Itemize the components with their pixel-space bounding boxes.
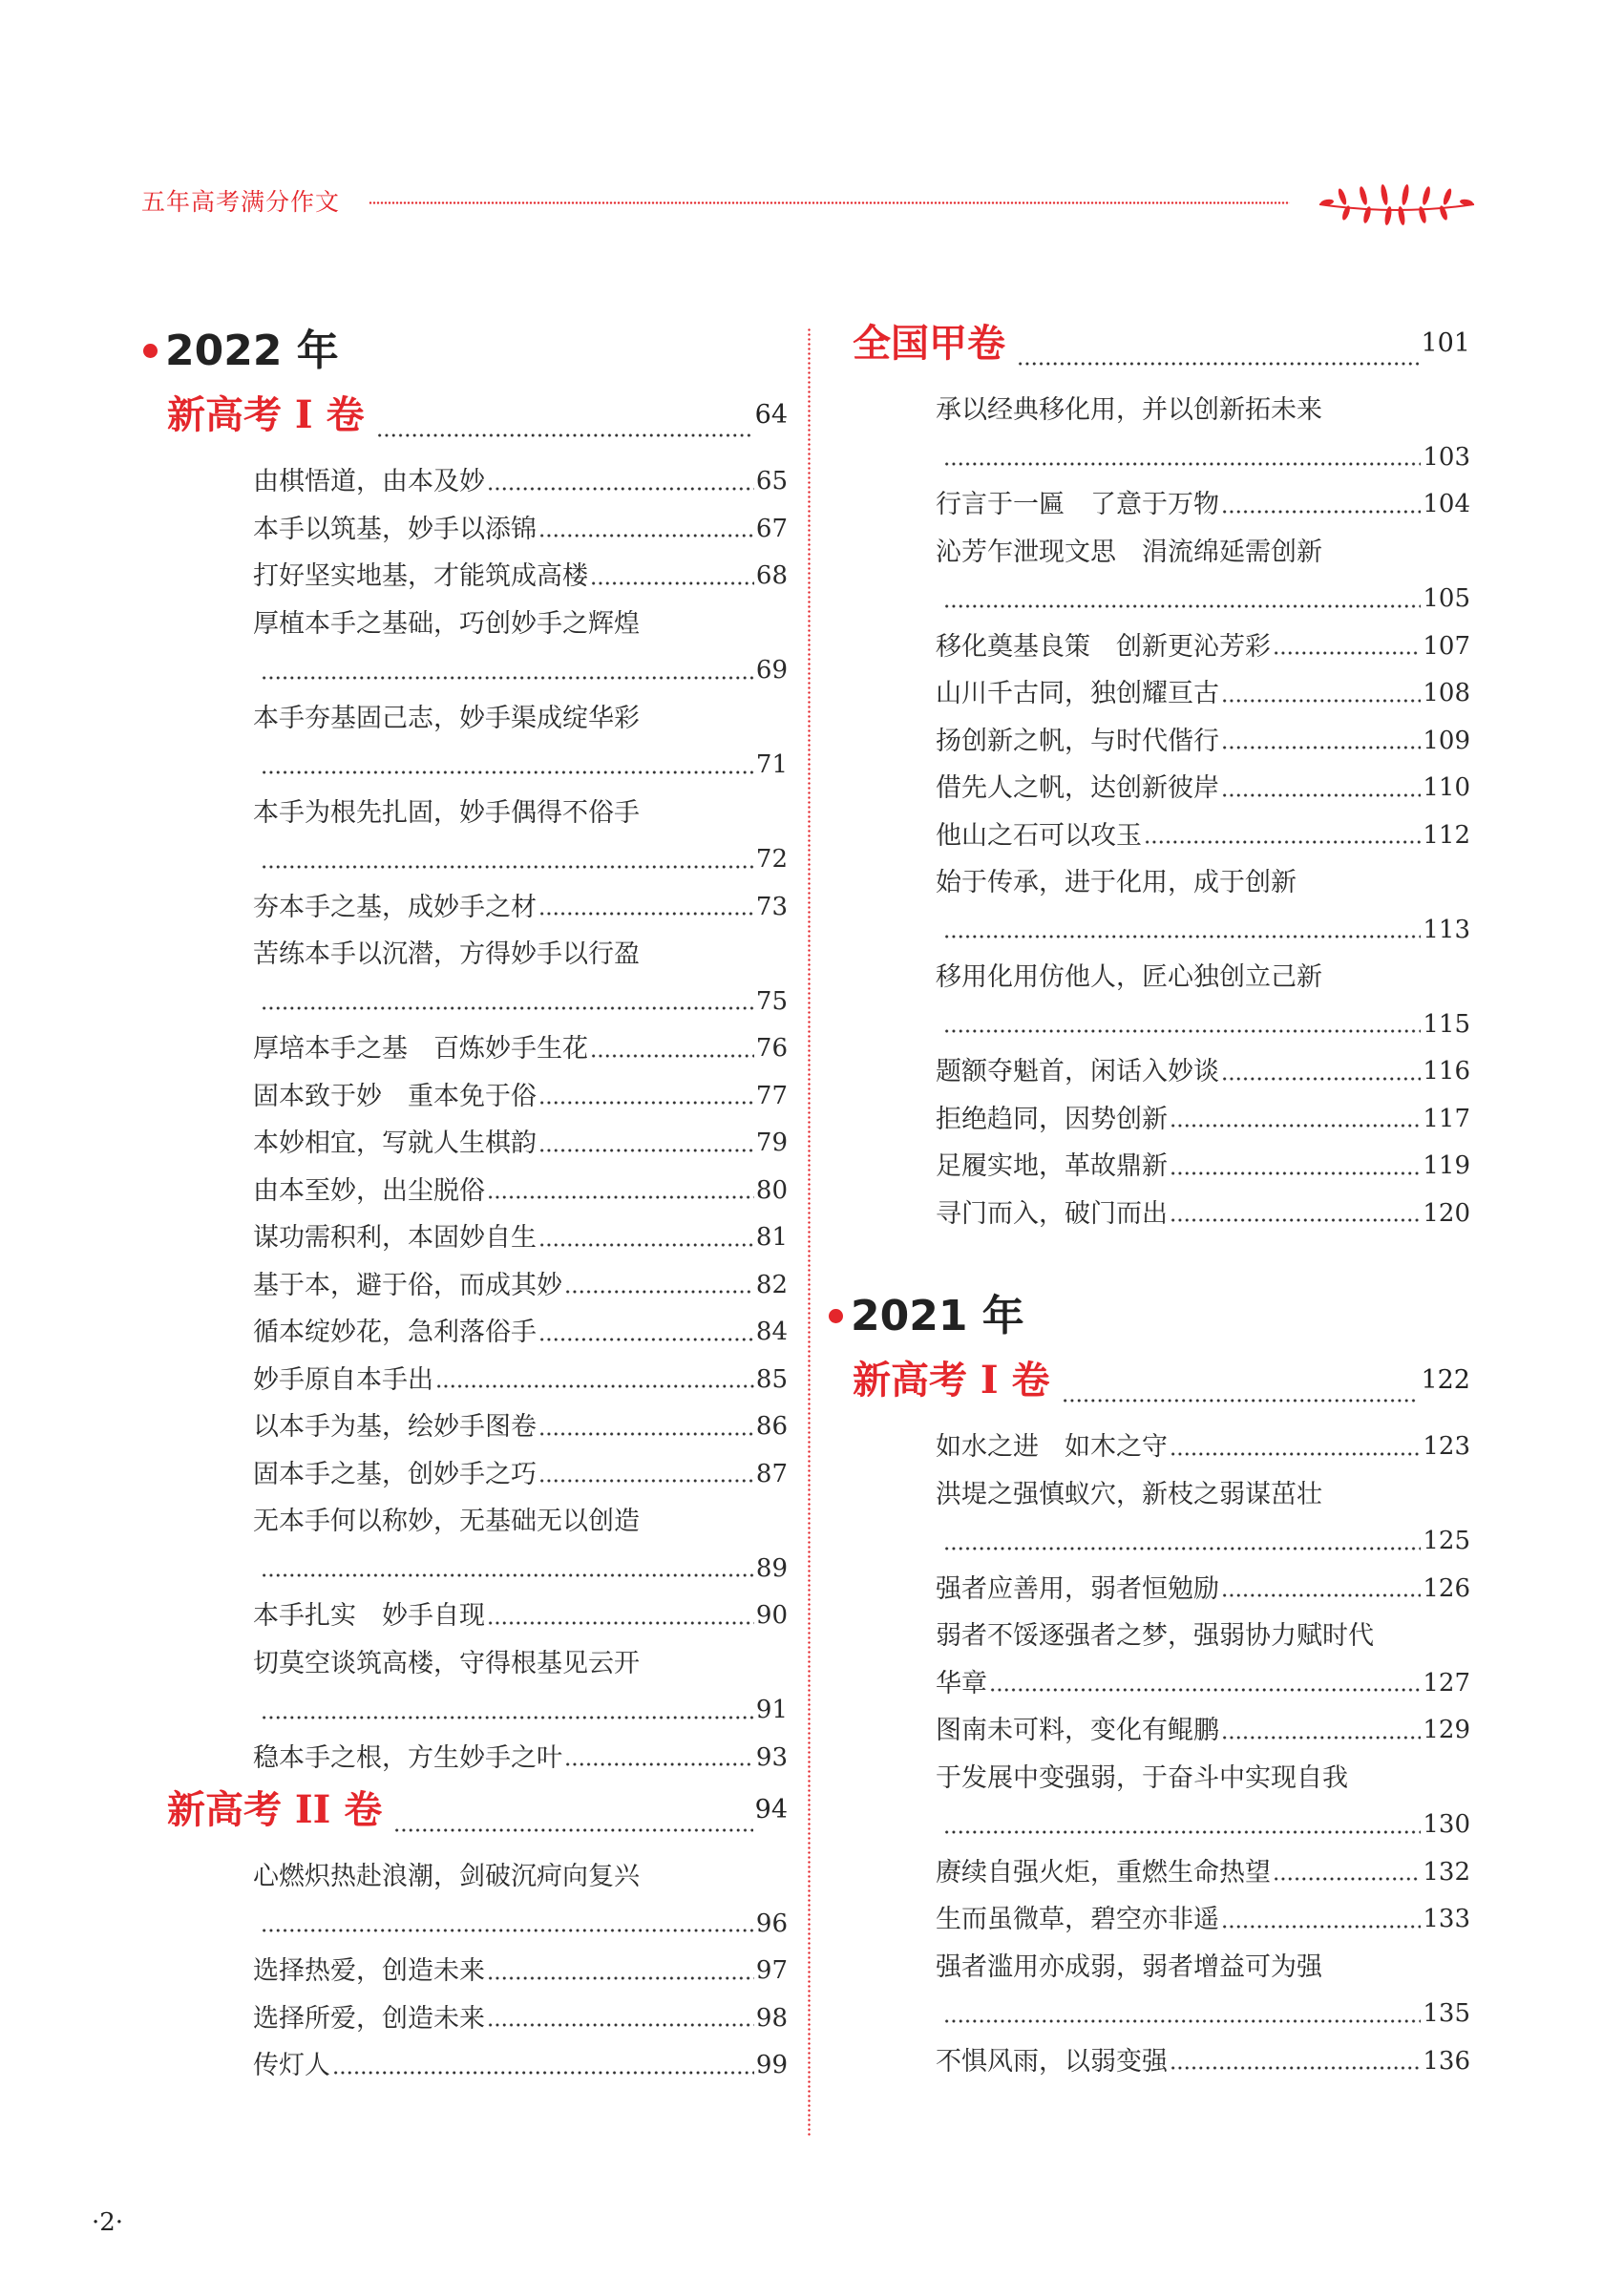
dot-leader xyxy=(538,884,754,932)
toc-entry[interactable] xyxy=(829,623,1470,671)
toc-entry[interactable] xyxy=(143,1735,788,1782)
entry-title: 山川千古同，独创耀亘古 xyxy=(936,679,1219,708)
section-title: 新高考 I 卷 xyxy=(167,392,365,437)
toc-entry[interactable] xyxy=(143,1498,788,1546)
dot-leader xyxy=(1017,315,1419,387)
entry-title: 沁芳乍泄现文思 涓流绵延需创新 xyxy=(936,537,1322,567)
toc-entry[interactable] xyxy=(143,1995,788,2043)
entry-title: 本手扎实 妙手自现 xyxy=(253,1601,485,1631)
entry-title: 足履实地，革故鼎新 xyxy=(936,1151,1168,1181)
year-heading xyxy=(143,315,788,387)
entry-page-number: 79 xyxy=(755,1128,788,1157)
dot-leader xyxy=(538,1073,754,1121)
entry-page-number: 68 xyxy=(755,561,788,590)
entry-title: 移化奠基良策 创新更沁芳彩 xyxy=(936,631,1271,662)
dot-leader xyxy=(943,434,1421,482)
section-title: 新高考 I 卷 xyxy=(853,1358,1050,1403)
dot-leader xyxy=(487,1168,754,1215)
toc-entry[interactable] xyxy=(143,1451,788,1499)
entry-title: 传灯人 xyxy=(253,2051,330,2080)
dot-leader xyxy=(332,2042,754,2090)
toc-entry[interactable] xyxy=(143,931,788,979)
entry-page-number: 73 xyxy=(755,892,788,921)
toc-entry[interactable] xyxy=(143,1214,788,1262)
entry-title: 由棋悟道，由本及妙 xyxy=(253,467,485,496)
section-page-number: 64 xyxy=(754,400,788,430)
toc-entry[interactable] xyxy=(829,481,1470,529)
entry-title: 本妙相宜，写就人生棋韵 xyxy=(253,1128,537,1158)
entry-page-number: 76 xyxy=(755,1034,788,1063)
toc-entry-continuation[interactable] xyxy=(143,742,788,790)
dot-leader xyxy=(989,1660,1421,1708)
entry-title: 强者滥用亦成弱，弱者增益可为强 xyxy=(936,1951,1322,1982)
section-heading[interactable] xyxy=(143,1782,788,1853)
entry-page-number: 116 xyxy=(1423,1057,1470,1086)
toc-entry-continuation[interactable] xyxy=(829,434,1470,482)
entry-title: 弱者不馁逐强者之梦，强弱协力赋时代 xyxy=(936,1621,1374,1651)
toc-entry[interactable] xyxy=(143,1309,788,1357)
entry-title: 生而虽微草，碧空亦非遥 xyxy=(936,1905,1219,1934)
entry-title: 切莫空谈筑高楼，守得根基见云开 xyxy=(253,1648,640,1678)
dot-leader xyxy=(1062,1352,1420,1424)
toc-entry[interactable] xyxy=(143,695,788,743)
entry-title: 赓续自强火炬，重燃生命热望 xyxy=(936,1857,1271,1888)
dot-leader xyxy=(564,1262,754,1310)
entry-page-number: 77 xyxy=(755,1081,788,1110)
entry-page-number: 110 xyxy=(1423,773,1470,802)
toc-entry[interactable] xyxy=(829,812,1470,860)
leaf-ornament-icon xyxy=(1316,183,1478,225)
dot-leader xyxy=(487,1592,754,1640)
toc-entry[interactable] xyxy=(143,601,788,648)
year-label: 2021 年 xyxy=(851,1292,1024,1340)
section-title: 全国甲卷 xyxy=(853,321,1005,366)
entry-title: 固本手之基，创妙手之巧 xyxy=(253,1459,537,1489)
dot-leader xyxy=(261,979,754,1026)
entry-page-number: 104 xyxy=(1423,490,1470,518)
dot-leader xyxy=(1221,1707,1421,1755)
entry-page-number: 123 xyxy=(1423,1432,1470,1461)
entry-title: 由本至妙，出尘脱俗 xyxy=(253,1175,485,1206)
entry-title: 题额夺魁首，闲话入妙谈 xyxy=(936,1057,1219,1086)
dot-leader xyxy=(261,1901,754,1949)
dot-leader xyxy=(590,1025,754,1073)
entry-page-number: 65 xyxy=(755,467,788,496)
entry-title: 苦练本手以沉潜，方得妙手以行盈 xyxy=(253,939,640,969)
entry-page-number: 81 xyxy=(755,1223,788,1252)
toc-entry-continuation[interactable] xyxy=(143,979,788,1026)
dot-leader xyxy=(943,1002,1421,1049)
section-heading[interactable] xyxy=(829,1352,1470,1424)
dot-leader xyxy=(261,1687,754,1735)
toc-entry[interactable] xyxy=(143,1262,788,1310)
toc-entry[interactable] xyxy=(143,1120,788,1168)
dot-leader xyxy=(538,1120,754,1168)
entry-page-number: 133 xyxy=(1423,1905,1470,1933)
entry-page-number: 96 xyxy=(755,1909,788,1938)
toc-entry[interactable] xyxy=(829,718,1470,766)
toc-entry[interactable] xyxy=(143,2042,788,2090)
dot-leader xyxy=(1221,718,1421,766)
dot-leader xyxy=(538,1214,754,1262)
entry-page-number: 67 xyxy=(755,514,788,543)
entry-page-number: 115 xyxy=(1423,1009,1470,1039)
entry-page-number: 136 xyxy=(1423,2046,1470,2076)
year-heading xyxy=(829,1280,1470,1352)
toc-entry[interactable] xyxy=(143,1592,788,1640)
dot-leader xyxy=(1170,1424,1421,1471)
header-dotted-rule xyxy=(369,201,1290,204)
entry-page-number: 82 xyxy=(755,1270,788,1299)
toc-entry[interactable] xyxy=(143,1948,788,1995)
entry-page-number: 97 xyxy=(755,1956,788,1985)
toc-entry[interactable] xyxy=(829,1896,1470,1944)
dot-leader xyxy=(261,1546,754,1593)
dot-leader xyxy=(1221,670,1421,718)
entry-title: 扬创新之帆，与时代偕行 xyxy=(936,726,1219,756)
toc-entry[interactable] xyxy=(143,884,788,932)
entry-page-number: 105 xyxy=(1423,584,1470,613)
toc-entry[interactable] xyxy=(829,1849,1470,1897)
toc-entry-continuation[interactable] xyxy=(829,907,1470,955)
toc-entry[interactable] xyxy=(143,506,788,554)
entry-page-number: 120 xyxy=(1423,1198,1470,1228)
dot-leader xyxy=(435,1357,754,1404)
entry-page-number: 113 xyxy=(1423,915,1470,944)
entry-title: 本手夯基固己志，妙手渠成绽华彩 xyxy=(253,703,640,733)
entry-page-number: 93 xyxy=(755,1742,788,1772)
toc-entry-continuation[interactable] xyxy=(143,1546,788,1593)
entry-page-number: 87 xyxy=(755,1459,788,1488)
toc-entry[interactable] xyxy=(829,1944,1470,1992)
toc-column-left xyxy=(143,315,788,2090)
dot-leader xyxy=(393,1782,752,1853)
entry-title: 厚培本手之基 百炼妙手生花 xyxy=(253,1034,588,1064)
entry-page-number: 84 xyxy=(755,1318,788,1346)
toc-entry-continuation[interactable] xyxy=(829,1802,1470,1849)
entry-title: 图南未可料，变化有鲲鹏 xyxy=(936,1716,1219,1745)
toc-entry[interactable] xyxy=(829,1191,1470,1238)
entry-title: 循本绽妙花，急利落俗手 xyxy=(253,1318,537,1347)
dot-leader xyxy=(538,1309,754,1357)
toc-entry[interactable] xyxy=(829,765,1470,812)
entry-title: 移用化用仿他人，匠心独创立己新 xyxy=(936,962,1322,992)
dot-leader xyxy=(261,647,754,695)
entry-page-number: 135 xyxy=(1423,1999,1470,2028)
entry-title: 厚植本手之基础，巧创妙手之辉煌 xyxy=(253,608,640,639)
entry-title: 寻门而入，破门而出 xyxy=(936,1198,1168,1229)
entry-title: 拒绝趋同，因势创新 xyxy=(936,1104,1168,1134)
dot-leader xyxy=(1170,2038,1421,2086)
toc-entry-continuation[interactable] xyxy=(829,1660,1470,1708)
toc-entry-continuation[interactable] xyxy=(143,836,788,884)
entry-page-number: 107 xyxy=(1423,631,1470,661)
dot-leader xyxy=(943,1518,1421,1566)
toc-entry[interactable] xyxy=(143,1025,788,1073)
entry-page-number: 112 xyxy=(1423,820,1470,850)
dot-leader xyxy=(943,576,1421,623)
toc-entry[interactable] xyxy=(143,1168,788,1215)
entry-page-number: 90 xyxy=(755,1601,788,1630)
red-bullet-icon xyxy=(829,1309,843,1323)
entry-title: 强者应善用，弱者恒勉励 xyxy=(936,1573,1219,1604)
dot-leader xyxy=(261,836,754,884)
entry-title: 心燃炽热赴浪潮，剑破沉疴向复兴 xyxy=(253,1862,640,1891)
section-page-number: 122 xyxy=(1421,1365,1470,1395)
entry-page-number: 91 xyxy=(755,1696,788,1724)
toc-entry-continuation[interactable] xyxy=(829,1991,1470,2038)
section-page-number: 101 xyxy=(1421,328,1470,358)
toc-entry[interactable] xyxy=(829,1096,1470,1144)
toc-entry-continuation[interactable] xyxy=(829,1518,1470,1566)
dot-leader xyxy=(1221,481,1421,529)
dot-leader xyxy=(261,742,754,790)
entry-page-number: 86 xyxy=(755,1412,788,1441)
toc-entry-continuation[interactable] xyxy=(143,647,788,695)
toc-entry[interactable] xyxy=(829,2038,1470,2086)
toc-entry[interactable] xyxy=(829,387,1470,434)
dot-leader xyxy=(1273,623,1421,671)
toc-entry[interactable] xyxy=(829,529,1470,577)
entry-page-number: 69 xyxy=(755,656,788,685)
entry-title: 妙手原自本手出 xyxy=(253,1364,433,1395)
dot-leader xyxy=(943,1802,1421,1849)
toc-entry[interactable] xyxy=(143,553,788,601)
dot-leader xyxy=(1221,765,1421,812)
dot-leader xyxy=(1221,1048,1421,1096)
toc-entry-continuation[interactable] xyxy=(143,1687,788,1735)
entry-title: 行言于一匾 了意于万物 xyxy=(936,490,1219,519)
dot-leader xyxy=(943,1991,1421,2038)
entry-title-continuation: 华章 xyxy=(936,1668,987,1698)
dot-leader xyxy=(590,553,754,601)
entry-page-number: 71 xyxy=(755,750,788,779)
toc-entry[interactable] xyxy=(829,1755,1470,1803)
toc-entry[interactable] xyxy=(143,1073,788,1121)
toc-entry-continuation[interactable] xyxy=(829,576,1470,623)
toc-entry-continuation[interactable] xyxy=(143,1901,788,1949)
entry-title: 选择热爱，创造未来 xyxy=(253,1956,485,1986)
toc-entry[interactable] xyxy=(143,1403,788,1451)
dot-leader xyxy=(538,1451,754,1499)
entry-title: 承以经典移化用，并以创新拓未来 xyxy=(936,395,1322,425)
dot-leader xyxy=(487,1948,754,1995)
toc-entry[interactable] xyxy=(829,859,1470,907)
entry-title: 本手为根先扎固，妙手偶得不俗手 xyxy=(253,797,640,828)
dot-leader xyxy=(1170,1143,1421,1191)
entry-page-number: 72 xyxy=(755,845,788,874)
entry-page-number: 129 xyxy=(1423,1716,1470,1744)
entry-page-number: 108 xyxy=(1423,679,1470,707)
entry-page-number: 89 xyxy=(755,1553,788,1583)
toc-entry[interactable] xyxy=(143,1357,788,1404)
toc-entry[interactable] xyxy=(829,954,1470,1002)
dot-leader xyxy=(487,458,754,506)
entry-title: 稳本手之根，方生妙手之叶 xyxy=(253,1742,562,1773)
toc-entry[interactable] xyxy=(829,1143,1470,1191)
dot-leader xyxy=(376,387,753,458)
entry-title: 洪堤之强慎蚁穴，新枝之弱谋茁壮 xyxy=(936,1479,1322,1509)
entry-title: 打好坚实地基，才能筑成高楼 xyxy=(253,561,588,591)
toc-entry[interactable] xyxy=(829,1566,1470,1614)
dot-leader xyxy=(1273,1849,1421,1897)
entry-title: 他山之石可以攻玉 xyxy=(936,820,1142,851)
entry-page-number: 126 xyxy=(1423,1573,1470,1603)
toc-entry[interactable] xyxy=(143,1853,788,1901)
entry-page-number: 103 xyxy=(1423,442,1470,472)
entry-title: 谋功需积利，本固妙自生 xyxy=(253,1223,537,1253)
entry-page-number: 80 xyxy=(755,1175,788,1205)
dot-leader xyxy=(1221,1896,1421,1944)
section-heading[interactable] xyxy=(829,315,1470,387)
toc-column-right xyxy=(829,315,1470,2085)
entry-page-number: 109 xyxy=(1423,726,1470,755)
year-label: 2022 年 xyxy=(165,327,339,375)
entry-title: 不惧风雨，以弱变强 xyxy=(936,2046,1168,2077)
section-title: 新高考 II 卷 xyxy=(167,1787,383,1832)
dot-leader xyxy=(1144,812,1421,860)
entry-title: 借先人之帆，达创新彼岸 xyxy=(936,773,1219,803)
entry-page-number: 125 xyxy=(1423,1527,1470,1555)
entry-title: 如水之进 如木之守 xyxy=(936,1432,1168,1462)
toc-entry-continuation[interactable] xyxy=(829,1002,1470,1049)
page-number: ·2· xyxy=(92,2208,124,2237)
dot-leader xyxy=(1170,1096,1421,1144)
toc-entry[interactable] xyxy=(829,1048,1470,1096)
dot-leader xyxy=(538,1403,754,1451)
entry-page-number: 99 xyxy=(755,2051,788,2079)
entry-title: 于发展中变强弱，于奋斗中实现自我 xyxy=(936,1762,1348,1793)
entry-page-number: 98 xyxy=(755,2003,788,2033)
entry-page-number: 119 xyxy=(1423,1151,1470,1180)
toc-entry[interactable] xyxy=(829,1613,1470,1660)
dot-leader xyxy=(538,506,754,554)
entry-title: 基于本，避于俗，而成其妙 xyxy=(253,1270,562,1300)
entry-title: 选择所爱，创造未来 xyxy=(253,2003,485,2034)
dot-leader xyxy=(943,907,1421,955)
toc-entry[interactable] xyxy=(829,1471,1470,1519)
toc-entry[interactable] xyxy=(143,790,788,837)
entry-page-number: 127 xyxy=(1423,1668,1470,1698)
dot-leader xyxy=(487,1995,754,2043)
toc-entry[interactable] xyxy=(143,458,788,506)
section-page-number: 94 xyxy=(754,1795,788,1825)
column-divider xyxy=(808,327,811,2137)
toc-entry[interactable] xyxy=(143,1640,788,1688)
entry-page-number: 85 xyxy=(755,1364,788,1394)
entry-title: 本手以筑基，妙手以添锦 xyxy=(253,514,537,544)
entry-page-number: 75 xyxy=(755,986,788,1016)
entry-page-number: 117 xyxy=(1423,1104,1470,1133)
book-title-header: 五年高考满分作文 xyxy=(141,188,341,216)
entry-page-number: 132 xyxy=(1423,1857,1470,1887)
entry-title: 夯本手之基，成妙手之材 xyxy=(253,892,537,922)
entry-title: 以本手为基，绘妙手图卷 xyxy=(253,1412,537,1442)
red-bullet-icon xyxy=(143,344,158,358)
dot-leader xyxy=(564,1735,754,1782)
toc-entry[interactable] xyxy=(829,1424,1470,1471)
entry-page-number: 130 xyxy=(1423,1810,1470,1839)
toc-entry[interactable] xyxy=(829,670,1470,718)
dot-leader xyxy=(1221,1566,1421,1614)
entry-title: 无本手何以称妙，无基础无以创造 xyxy=(253,1507,640,1536)
toc-entry[interactable] xyxy=(829,1707,1470,1755)
section-heading[interactable] xyxy=(143,387,788,458)
dot-leader xyxy=(1170,1191,1421,1238)
entry-title: 固本致于妙 重本免于俗 xyxy=(253,1081,537,1111)
entry-title: 始于传承，进于化用，成于创新 xyxy=(936,868,1297,897)
